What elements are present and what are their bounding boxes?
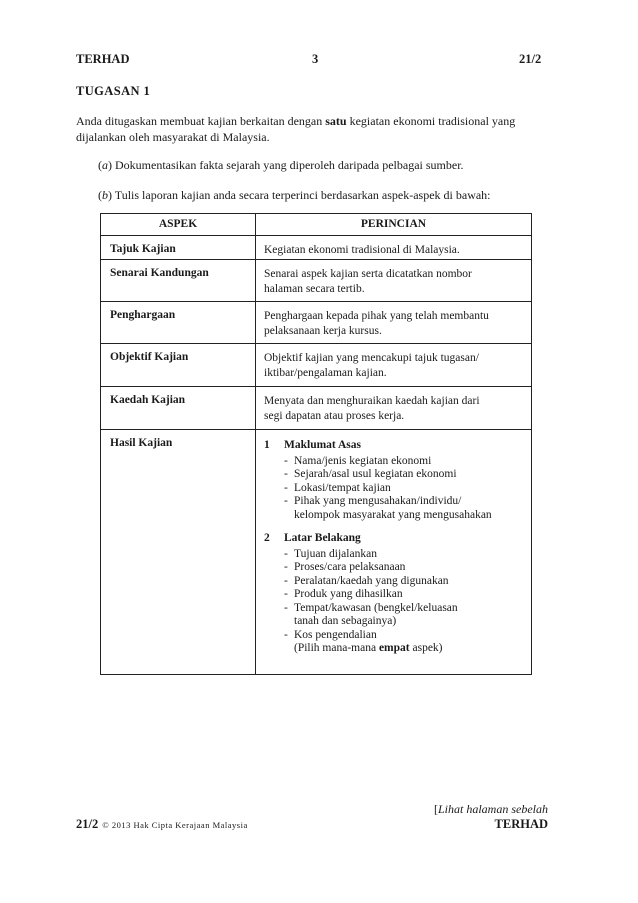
perincian-line: Kegiatan ekonomi tradisional di Malaysia. <box>264 244 460 256</box>
perincian-cell <box>256 302 532 344</box>
next-page-bracket: [ <box>434 802 438 816</box>
page-number: 3 <box>312 52 319 66</box>
list-item-continuation: tanah dan sebagainya) <box>294 615 397 627</box>
selection-note: (Pilih mana-mana empat aspek) <box>294 642 443 654</box>
list-item: - Nama/jenis kegiatan ekonomi <box>284 454 432 467</box>
intro-line-1 <box>76 113 556 129</box>
section-2-title: Latar Belakang <box>284 532 361 544</box>
footer-paper-code: 21/2 <box>76 817 99 831</box>
column-header-perincian: PERINCIAN <box>256 214 532 236</box>
aspek-cell: Objektif Kajian <box>101 344 256 387</box>
intro-text-1: Anda ditugaskan membuat kajian berkaitan dengan <box>76 114 326 128</box>
next-page-note <box>395 802 548 817</box>
paper-code: 21/2 <box>519 52 542 66</box>
column-header-aspek: ASPEK <box>101 214 256 236</box>
perincian-line: pelaksanaan kerja kursus. <box>264 324 382 337</box>
list-item: - Tempat/kawasan (bengkel/keluasan <box>284 601 458 614</box>
table-row <box>101 302 532 344</box>
perincian-line: Senarai aspek kajian serta dicatatkan nombor <box>264 268 472 280</box>
intro-text-2: kegiatan ekonomi tradisional yang <box>346 114 516 128</box>
perincian-line: halaman secara tertib. <box>264 282 365 295</box>
aspek-cell: Senarai Kandungan <box>101 260 256 302</box>
table-row <box>101 387 532 430</box>
aspek-cell: Penghargaan <box>101 302 256 344</box>
copyright-text: © 2013 Hak Cipta Kerajaan Malaysia <box>102 820 248 830</box>
section-2-number: 2 <box>264 532 270 544</box>
intro-line-2: dijalankan oleh masyarakat di Malaysia. <box>76 130 270 144</box>
aspek-cell: Hasil Kajian <box>101 430 256 675</box>
section-1-number: 1 <box>264 439 270 451</box>
list-item: - Lokasi/tempat kajian <box>284 481 391 494</box>
perincian-cell <box>256 236 532 260</box>
perincian-line: segi dapatan atau proses kerja. <box>264 409 405 422</box>
instruction-b: (b) Tulis laporan kajian anda secara terperinci berdasarkan aspek-aspek di bawah: <box>98 188 491 202</box>
table-row-hasil <box>101 430 532 675</box>
table-row <box>101 344 532 387</box>
perincian-line: Penghargaan kepada pihak yang telah membantu <box>264 310 489 322</box>
instruction-a-label: a <box>102 158 108 172</box>
intro-bold-word: satu <box>325 114 347 128</box>
section-2-heading <box>264 531 525 546</box>
next-page-text: Lihat halaman sebelah <box>438 802 548 816</box>
section-2-list <box>284 548 525 656</box>
section-1-list <box>284 455 525 523</box>
section-1-heading <box>264 438 525 453</box>
perincian-cell <box>256 387 532 430</box>
list-item: - Sejarah/asal usul kegiatan ekonomi <box>284 468 457 480</box>
list-item: - Peralatan/kaedah yang digunakan <box>284 574 449 587</box>
table-header-row <box>101 214 532 236</box>
instruction-a-text: Dokumentasikan fakta sejarah yang diperoleh daripada pelbagai sumber. <box>115 158 464 172</box>
perincian-cell <box>256 430 532 675</box>
perincian-cell <box>256 260 532 302</box>
list-item-continuation: kelompok masyarakat yang mengusahakan <box>294 508 492 521</box>
list-item: - Kos pengendalian <box>284 628 377 641</box>
aspek-cell: Tajuk Kajian <box>101 236 256 260</box>
perincian-line: Menyata dan menghuraikan kaedah kajian dari <box>264 395 480 407</box>
instruction-b-text: Tulis laporan kajian anda secara terperinci berdasarkan aspek-aspek di bawah: <box>114 188 491 202</box>
list-item: - Proses/cara pelaksanaan <box>284 561 406 573</box>
aspect-table <box>100 213 532 675</box>
list-item: - Pihak yang mengusahakan/individu/ <box>284 495 462 507</box>
header-classification: TERHAD <box>76 52 130 66</box>
table-row <box>101 260 532 302</box>
instruction-a: (a) Dokumentasikan fakta sejarah yang diperoleh daripada pelbagai sumber. <box>98 158 464 172</box>
aspek-cell: Kaedah Kajian <box>101 387 256 430</box>
footer-left <box>76 817 248 832</box>
section-1-title: Maklumat Asas <box>284 439 361 451</box>
intro-paragraph <box>76 113 556 145</box>
perincian-line: iktibar/pengalaman kajian. <box>264 366 387 379</box>
task-title: TUGASAN 1 <box>76 84 151 98</box>
instruction-b-label: b <box>102 188 108 202</box>
list-item: - Produk yang dihasilkan <box>284 588 403 600</box>
list-item: - Tujuan dijalankan <box>284 547 377 560</box>
footer-classification: TERHAD <box>494 817 548 831</box>
perincian-cell <box>256 344 532 387</box>
perincian-line: Objektif kajian yang mencakupi tajuk tugasan/ <box>264 352 479 364</box>
table-row <box>101 236 532 260</box>
